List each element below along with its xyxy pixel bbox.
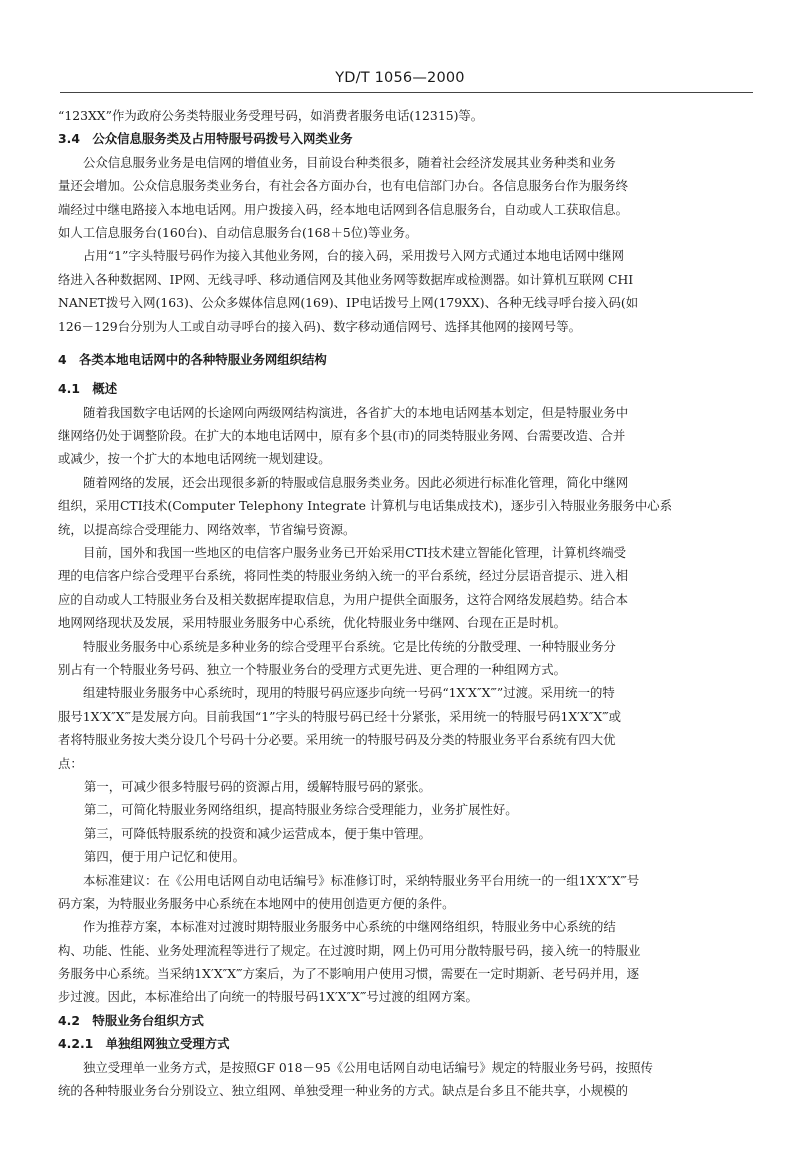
section-heading: 4.1 概述 — [58, 381, 118, 397]
paragraph-line: 或减少，按一个扩大的本地电话网统一规划建设。 — [58, 451, 331, 467]
paragraph-line: 126－129台分别为人工或自动寻呼台的接入码)、数字移动通信网号、选择其他网的接网号等。 — [58, 318, 581, 334]
paragraph-first-line: 组建特服业务服务中心系统时，现用的特服号码应逐步向统一号码“1X′X″X‴”过渡。采用统一的特 — [83, 685, 615, 701]
section-heading: 4 各类本地电话网中的各种特服业务网组织结构 — [58, 351, 327, 367]
page-header: YD/T 1056—2000 — [335, 70, 465, 86]
list-item: 第二，可简化特服业务网络组织，提高特服业务综合受理能力，业务扩展性好。 — [84, 802, 518, 818]
paragraph-line: 理的电信客户综合受理平台系统，将同性类的特服业务纳入统一的平台系统，经过分层语音提示、进入相 — [58, 568, 628, 584]
paragraph-line: 别占有一个特服业务号码、独立一个特服业务台的受理方式更先进、更合理的一种组网方式。 — [58, 661, 567, 677]
paragraph-first-line: 随着网络的发展，还会出现很多新的特服或信息服务类业务。因此必须进行标准化管理，简化中继网 — [83, 474, 629, 490]
paragraph-line: 量还会增加。公众信息服务类业务台，有社会各方面办台，也有电信部门办台。各信息服务台作为服务终 — [58, 178, 628, 194]
paragraph-line: 步过渡。因此，本标准给出了向统一的特服号码1X′X″X‴号过渡的组网方案。 — [58, 989, 478, 1005]
header-divider — [60, 92, 753, 93]
paragraph-line: “123XX”作为政府公务类特服业务受理号码，如消费者服务电话(12315)等。 — [58, 108, 484, 123]
paragraph-first-line: 作为推荐方案，本标准对过渡时期特服业务服务中心系统的中继网络组织，特服业务中心系统的结 — [83, 919, 616, 935]
paragraph-line: NANET拨号入网(163)、公众多媒体信息网(169)、IP电话拨号上网(179XX)、各种无线寻呼台接入码(如 — [58, 295, 639, 311]
section-heading: 4.2 特服业务台组织方式 — [58, 1012, 204, 1028]
paragraph-line: 组织，采用CTI技术(Computer Telephony Integrate 计算机与电话集成技术)，逐步引入特服业务服务中心系 — [58, 498, 673, 514]
paragraph-line: 络进入各种数据网、IP网、无线寻呼、移动通信网及其他业务网等数据库或检测器。如计算机互联网 CHI — [58, 271, 634, 287]
paragraph-line: 服号1X′X″X‴是发展方向。目前我国“1”字头的特服号码已经十分紧张，采用统一的特服号码1X′X″X‴或 — [58, 708, 622, 724]
paragraph-line: 务服务中心系统。当采纳1X′X″X‴方案后，为了不影响用户使用习惯，需要在一定时期新、老号码并用，逐 — [58, 966, 640, 982]
paragraph-line: 者将特服业务按大类分设几个号码十分必要。采用统一的特服号码及分类的特服业务平台系统有四大优 — [58, 732, 616, 748]
document-body — [58, 104, 758, 1102]
paragraph-first-line: 公众信息服务业务是电信网的增值业务，目前设台种类很多，随着社会经济发展其业务种类和业务 — [83, 154, 616, 170]
paragraph-line: 构、功能、性能、业务处理流程等进行了规定。在过渡时期，网上仍可用分散特服号码，接入统一的特服业 — [58, 942, 641, 958]
list-item: 第一，可减少很多特服号码的资源占用，缓解特服号码的紧张。 — [84, 778, 431, 794]
paragraph-first-line: 占用“1”字头特服号码作为接入其他业务网，台的接入码，采用拨号入网方式通过本地电话网中继网 — [83, 248, 624, 264]
paragraph-line: 端经过中继电路接入本地电话网。用户拨接入码，经本地电话网到各信息服务台，自动或人工获取信息。 — [58, 201, 628, 217]
paragraph-line: 统，以提高综合受理能力、网络效率，节省编号资源。 — [58, 521, 356, 537]
paragraph-line: 继网络仍处于调整阶段。在扩大的本地电话网中，原有多个县(市)的同类特服业务网、台需要改造、合并 — [58, 428, 626, 444]
section-gap — [58, 338, 758, 348]
paragraph-line: 码方案，为特服业务服务中心系统在本地网中的使用创造更方便的条件。 — [58, 895, 455, 911]
paragraph-line: 地网网络现状及发展，采用特服业务服务中心系统，优化特服业务中继网、台现在正是时机。 — [58, 615, 567, 631]
paragraph-line: 统的各种特服业务台分别设立、独立组网、单独受理一种业务的方式。缺点是台多且不能共享，小规模的 — [58, 1083, 628, 1099]
paragraph-line: 如人工信息服务台(160台)、自动信息服务台(168＋5位)等业务。 — [58, 224, 418, 240]
section-heading: 4.2.1 单独组网独立受理方式 — [58, 1036, 230, 1052]
paragraph-first-line: 随着我国数字电话网的长途网向两级网结构演进，各省扩大的本地电话网基本划定，但是特服业务中 — [83, 404, 629, 420]
paragraph-first-line: 独立受理单一业务方式，是按照GF 018－95《公用电话网自动电话编号》规定的特服业务号码，按照传 — [83, 1059, 653, 1075]
paragraph-first-line: 目前，国外和我国一些地区的电信客户服务业务已开始采用CTI技术建立智能化管理，计算机终端受 — [83, 545, 627, 561]
list-item: 第三，可降低特服系统的投资和减少运营成本，便于集中管理。 — [84, 825, 431, 841]
paragraph-first-line: 特服业务服务中心系统是多种业务的综合受理平台系统。它是比传统的分散受理、一种特服业务分 — [83, 638, 616, 654]
paragraph-line: 点： — [58, 755, 83, 771]
paragraph-first-line: 本标准建议：在《公用电话网自动电话编号》标准修订时，采纳特服业务平台用统一的一组1X′X″X‴号 — [83, 872, 640, 888]
section-heading: 3.4 公众信息服务类及占用特服号码拨号入网类业务 — [58, 131, 353, 147]
paragraph-line: 应的自动或人工特服业务台及相关数据库提取信息，为用户提供全面服务，这符合网络发展趋势。结合本 — [58, 591, 628, 607]
list-item: 第四，便于用户记忆和使用。 — [84, 849, 246, 865]
